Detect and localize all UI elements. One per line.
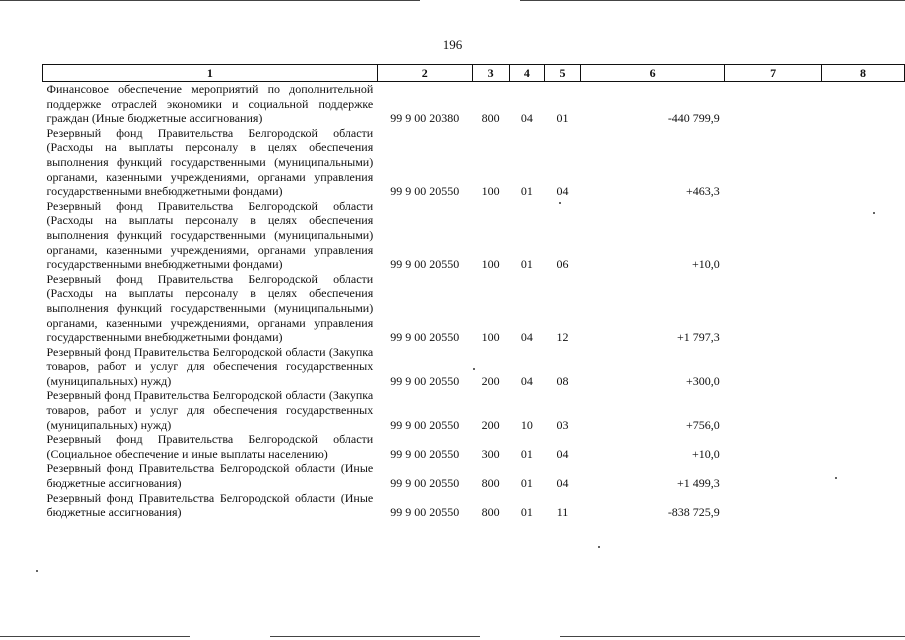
expense-type-code: 100 bbox=[481, 330, 500, 345]
expense-description: Резервный фонд Правительства Белгородской области (Расходы на выплаты персоналу в целях обеспечения выполнения функций государственными (муниципальными) органами, казенными учреждениями, органами управления государственными внебюджетными фондами) bbox=[46, 198, 374, 272]
column-header-2: 2 bbox=[377, 65, 472, 82]
target-article-code: 99 9 00 20550 bbox=[390, 330, 460, 345]
amount: -440 799,9 bbox=[667, 111, 720, 126]
subsection-code: 04 bbox=[556, 446, 569, 461]
amount: +1 797,3 bbox=[677, 330, 720, 345]
expense-description: Резервный фонд Правительства Белгородской области (Закупка товаров, работ и услуг для обеспечения государственных (муниципальных) нужд) bbox=[46, 388, 374, 432]
expense-description: Резервный фонд Правительства Белгородской области (Иные бюджетные ассигнования) bbox=[46, 490, 374, 520]
empty-cell-7 bbox=[725, 272, 822, 345]
column-number-header-row bbox=[43, 65, 905, 82]
subsection-code: 03 bbox=[556, 417, 569, 432]
table-row bbox=[43, 461, 905, 490]
subsection-code: 04 bbox=[556, 476, 569, 491]
empty-cell-8 bbox=[822, 461, 905, 490]
section-code: 01 bbox=[520, 446, 533, 461]
top-edge-line-left bbox=[0, 0, 420, 1]
empty-cell-8 bbox=[822, 388, 905, 432]
empty-cell-7 bbox=[725, 199, 822, 272]
expense-description: Резервный фонд Правительства Белгородской области (Закупка товаров, работ и услуг для обеспечения государственных (муниципальных) нужд) bbox=[46, 344, 374, 388]
expense-description: Резервный фонд Правительства Белгородской области (Иные бюджетные ассигнования) bbox=[46, 461, 374, 491]
table-row bbox=[43, 126, 905, 199]
empty-cell-8 bbox=[822, 272, 905, 345]
empty-cell-7 bbox=[725, 82, 822, 126]
column-header-1: 1 bbox=[43, 65, 378, 82]
expense-description: Резервный фонд Правительства Белгородской области (Социальное обеспечение и иные выплаты населению) bbox=[46, 432, 374, 461]
subsection-code: 12 bbox=[556, 330, 569, 345]
column-header-6: 6 bbox=[580, 65, 724, 82]
column-header-4: 4 bbox=[509, 65, 545, 82]
target-article-code: 99 9 00 20550 bbox=[390, 184, 460, 199]
subsection-code: 01 bbox=[556, 111, 569, 126]
subsection-code: 04 bbox=[556, 184, 569, 199]
amount: +1 499,3 bbox=[677, 476, 720, 491]
empty-cell-8 bbox=[822, 199, 905, 272]
amount: +300,0 bbox=[686, 373, 720, 388]
scan-speck bbox=[559, 202, 561, 204]
section-code: 01 bbox=[520, 184, 533, 199]
table-row bbox=[43, 432, 905, 461]
expense-description: Резервный фонд Правительства Белгородской области (Расходы на выплаты персоналу в целях обеспечения выполнения функций государственными (муниципальными) органами, казенными учреждениями, органами управления государственными внебюджетными фондами) bbox=[46, 125, 374, 199]
page-number: 196 bbox=[442, 37, 463, 52]
expense-type-code: 200 bbox=[481, 417, 500, 432]
amount: -838 725,9 bbox=[667, 505, 720, 520]
table-row bbox=[43, 82, 905, 126]
table-row bbox=[43, 272, 905, 345]
amount: +463,3 bbox=[686, 184, 720, 199]
empty-cell-8 bbox=[822, 126, 905, 199]
target-article-code: 99 9 00 20380 bbox=[390, 111, 460, 126]
empty-cell-7 bbox=[725, 461, 822, 490]
expense-description: Резервный фонд Правительства Белгородской области (Расходы на выплаты персоналу в целях обеспечения выполнения функций государственными (муниципальными) органами, казенными учреждениями, органами управления государственными внебюджетными фондами) bbox=[46, 271, 374, 345]
bottom-edge-line-right bbox=[560, 636, 905, 637]
scan-speck bbox=[473, 368, 475, 370]
section-code: 01 bbox=[520, 476, 533, 491]
budget-table bbox=[42, 64, 905, 520]
bottom-edge-line-left bbox=[0, 636, 190, 637]
column-header-5: 5 bbox=[545, 65, 581, 82]
amount: +10,0 bbox=[692, 446, 720, 461]
top-edge-line-right bbox=[520, 0, 905, 1]
expense-type-code: 100 bbox=[481, 184, 500, 199]
target-article-code: 99 9 00 20550 bbox=[390, 476, 460, 491]
section-code: 04 bbox=[520, 373, 533, 388]
empty-cell-7 bbox=[725, 126, 822, 199]
bottom-edge-line-mid bbox=[270, 636, 480, 637]
table-row bbox=[43, 491, 905, 520]
column-header-3: 3 bbox=[472, 65, 509, 82]
empty-cell-7 bbox=[725, 491, 822, 520]
section-code: 04 bbox=[520, 111, 533, 126]
target-article-code: 99 9 00 20550 bbox=[390, 417, 460, 432]
expense-description: Финансовое обеспечение мероприятий по дополнительной поддержке отраслей экономики и социальной поддержке граждан (Иные бюджетные ассигнования) bbox=[46, 82, 374, 126]
expense-type-code: 800 bbox=[481, 476, 500, 491]
section-code: 01 bbox=[520, 257, 533, 272]
scan-speck bbox=[835, 477, 837, 479]
target-article-code: 99 9 00 20550 bbox=[390, 505, 460, 520]
amount: +10,0 bbox=[692, 257, 720, 272]
subsection-code: 06 bbox=[556, 257, 569, 272]
target-article-code: 99 9 00 20550 bbox=[390, 446, 460, 461]
amount: +756,0 bbox=[686, 417, 720, 432]
empty-cell-7 bbox=[725, 388, 822, 432]
empty-cell-8 bbox=[822, 345, 905, 389]
table-row bbox=[43, 388, 905, 432]
target-article-code: 99 9 00 20550 bbox=[390, 257, 460, 272]
target-article-code: 99 9 00 20550 bbox=[390, 373, 460, 388]
section-code: 10 bbox=[520, 417, 533, 432]
empty-cell-8 bbox=[822, 432, 905, 461]
section-code: 01 bbox=[520, 505, 533, 520]
empty-cell-7 bbox=[725, 345, 822, 389]
expense-type-code: 800 bbox=[481, 111, 500, 126]
table-row bbox=[43, 199, 905, 272]
empty-cell-8 bbox=[822, 491, 905, 520]
expense-type-code: 100 bbox=[481, 257, 500, 272]
empty-cell-7 bbox=[725, 432, 822, 461]
subsection-code: 11 bbox=[556, 505, 569, 520]
column-header-7: 7 bbox=[725, 65, 822, 82]
section-code: 04 bbox=[520, 330, 533, 345]
table-row bbox=[43, 345, 905, 389]
column-header-8: 8 bbox=[822, 65, 905, 82]
expense-type-code: 200 bbox=[481, 373, 500, 388]
scan-speck bbox=[36, 570, 38, 572]
expense-type-code: 300 bbox=[481, 446, 500, 461]
subsection-code: 08 bbox=[556, 373, 569, 388]
scan-speck bbox=[873, 212, 875, 214]
scan-speck bbox=[598, 546, 600, 548]
expense-type-code: 800 bbox=[481, 505, 500, 520]
empty-cell-8 bbox=[822, 82, 905, 126]
